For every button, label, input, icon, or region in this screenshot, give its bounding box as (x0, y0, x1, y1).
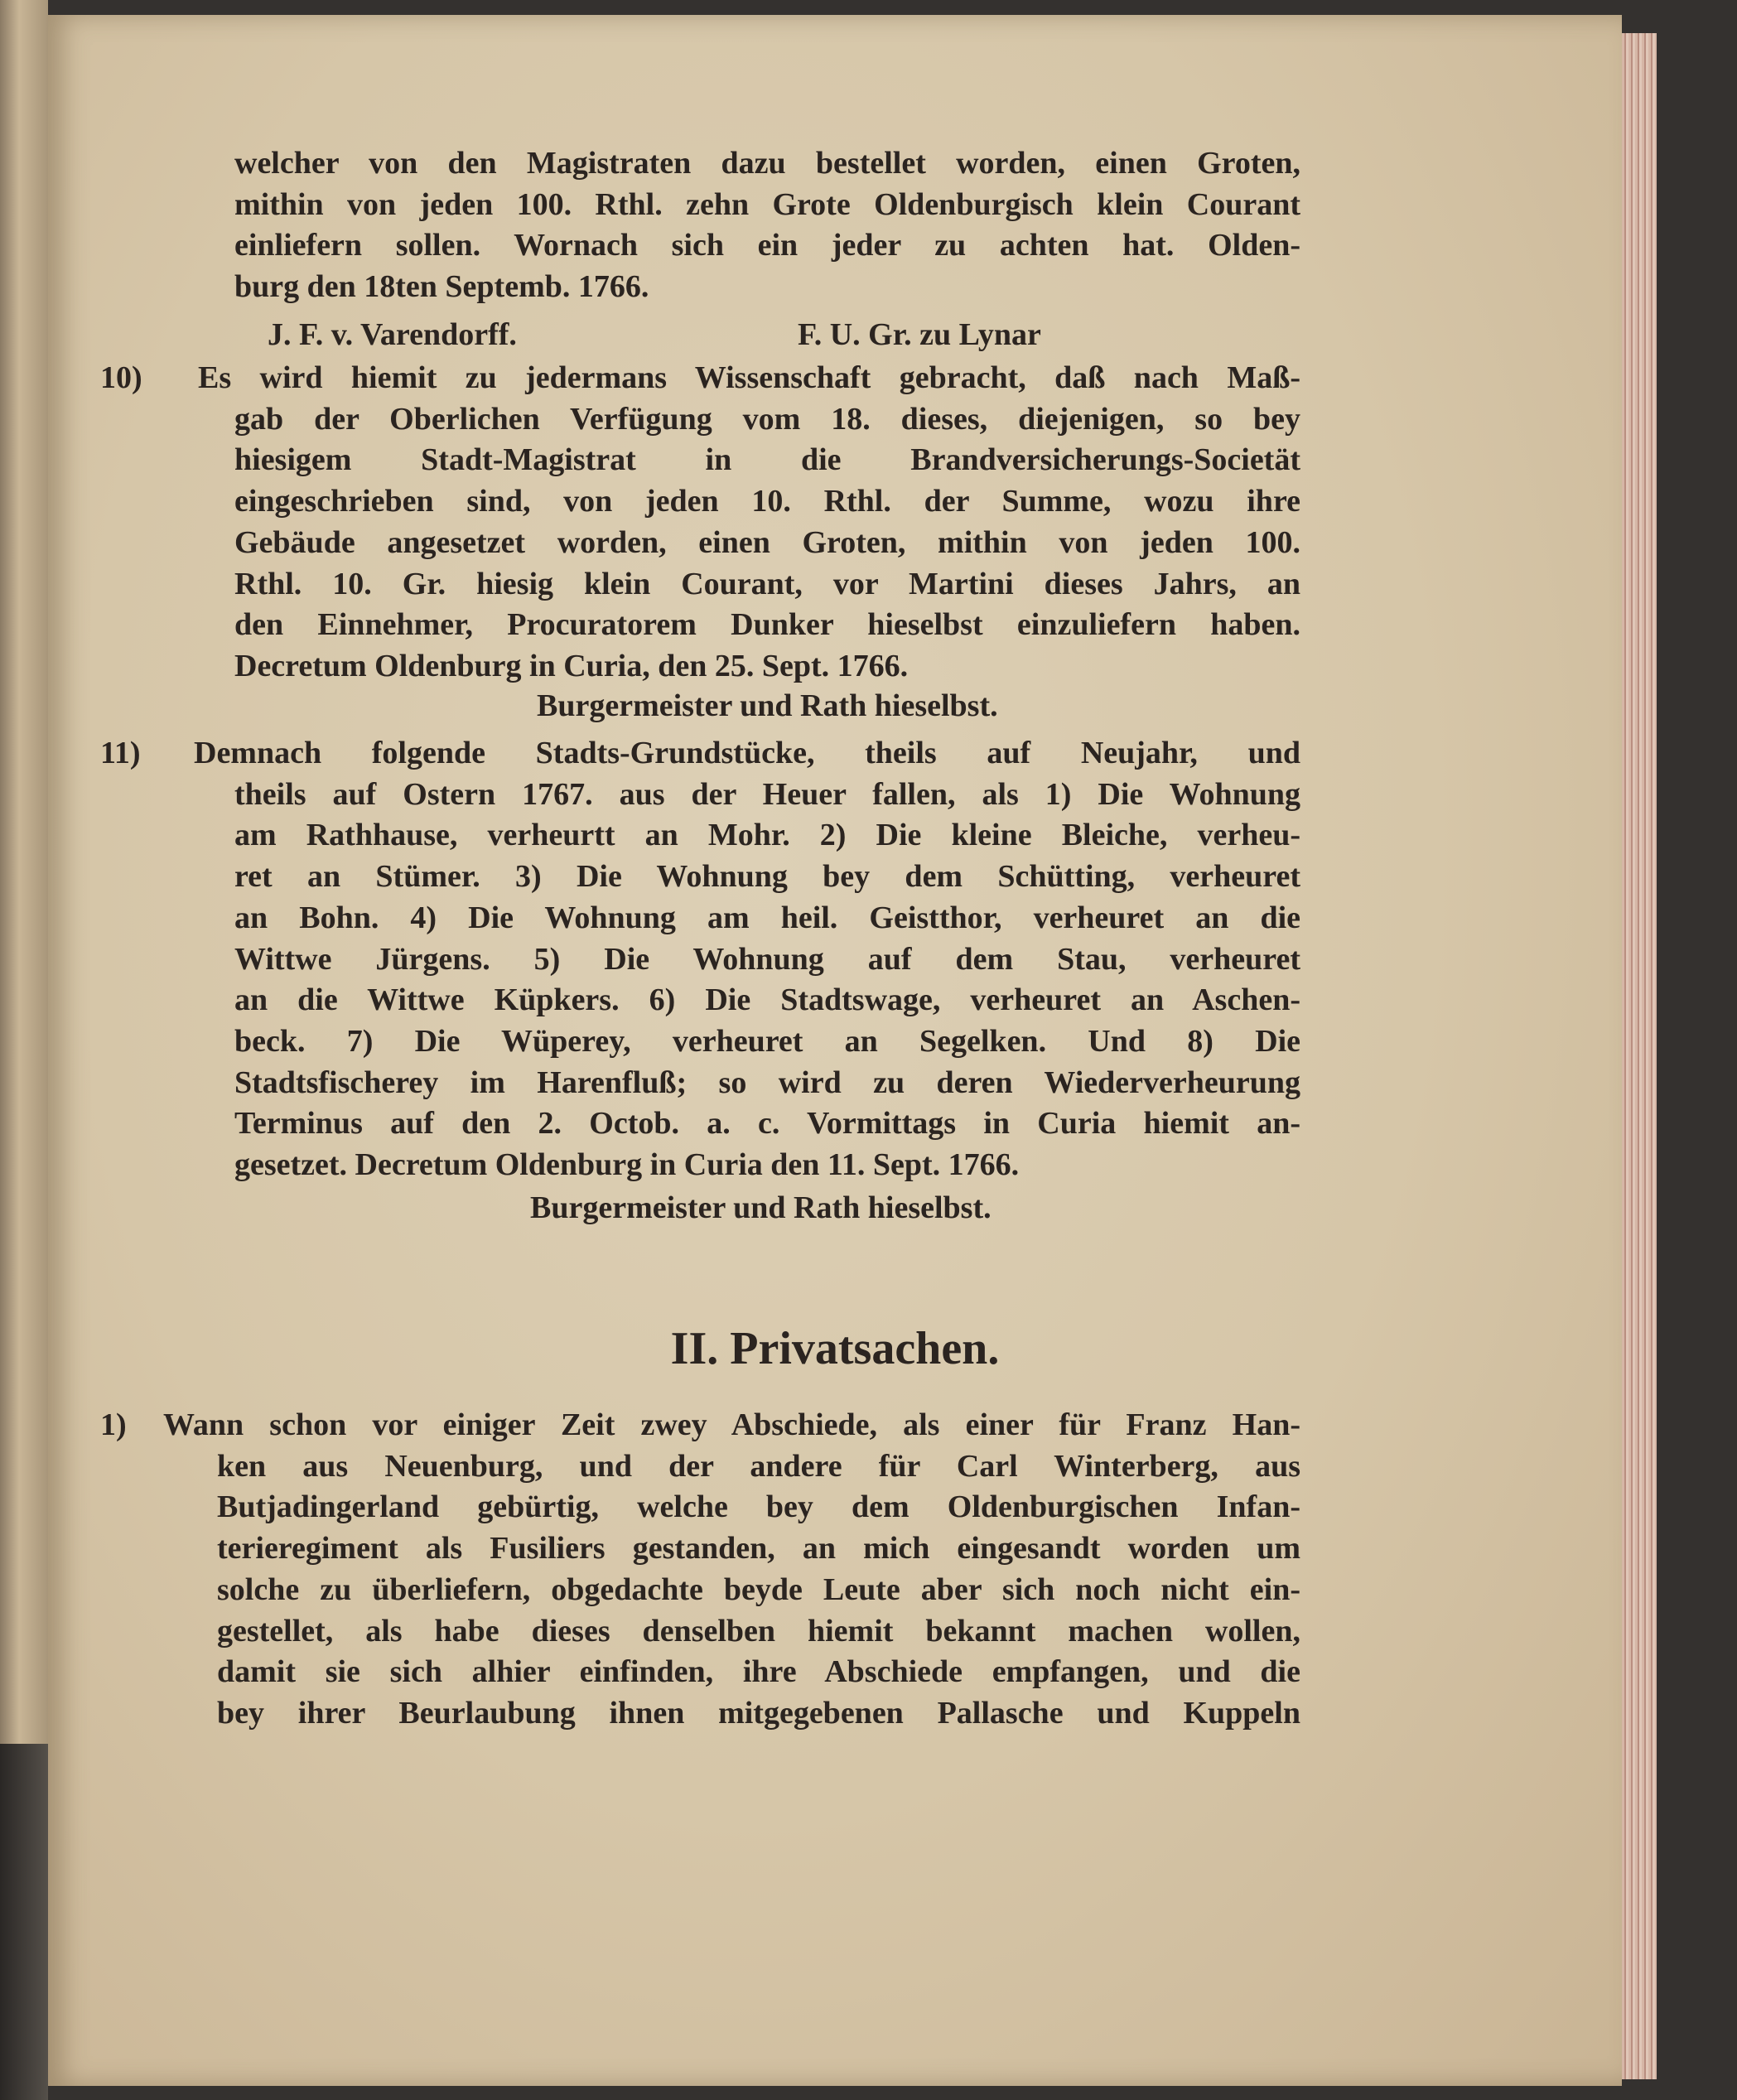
item-number: 11) (100, 736, 141, 770)
text-line: Rthl. 10. Gr. hiesig klein Courant, vor Martini dieses Jahrs, an (234, 566, 1300, 601)
text-line: Stadtsfischerey im Harenfluß; so wird zu deren Wiederverheurung (234, 1064, 1300, 1100)
text-line: an die Wittwe Küpkers. 6) Die Stadtswage, verheuret an Aschen- (234, 982, 1300, 1018)
page-stack-edge (1622, 33, 1657, 2079)
text-line: mithin von jeden 100. Rthl. zehn Grote Oldenburgisch klein Courant (234, 186, 1300, 222)
text-line: ret an Stümer. 3) Die Wohnung bey dem Schütting, verheuret (234, 859, 1300, 895)
signature: F. U. Gr. zu Lynar (798, 317, 1041, 352)
text-line: burg den 18ten Septemb. 1766. (234, 269, 649, 305)
text-line: an Bohn. 4) Die Wohnung am heil. Geistthor, verheuret an die (234, 900, 1300, 935)
text-line: gestellet, als habe dieses denselben hiemit bekannt machen wollen, (217, 1613, 1300, 1649)
text-line: gab der Oberlichen Verfügung vom 18. dieses, diejenigen, so bey (234, 401, 1300, 437)
text-line: Terminus auf den 2. Octob. a. c. Vormittags in Curia hiemit an- (234, 1106, 1300, 1142)
text-line: damit sie sich alhier einfinden, ihre Abschiede empfangen, und die (217, 1654, 1300, 1690)
item-number: 10) (100, 360, 142, 395)
signature: J. F. v. Varendorff. (268, 317, 517, 352)
text-line: eingeschrieben sind, von jeden 10. Rthl. der Summe, wozu ihre (234, 484, 1300, 519)
text-line: solche zu überliefern, obgedachte beyde Leute aber sich noch nicht ein- (217, 1571, 1300, 1607)
signature: Burgermeister und Rath hieselbst. (537, 688, 998, 723)
left-page-edge (0, 0, 48, 2100)
item-number: 1) (100, 1407, 127, 1442)
text-line: ken aus Neuenburg, und der andere für Carl Winterberg, aus (217, 1448, 1300, 1484)
text-line: Butjadingerland gebürtig, welche bey dem Oldenburgischen Infan- (217, 1489, 1300, 1525)
document-page (48, 15, 1622, 2086)
text-line: Wann schon vor einiger Zeit zwey Abschiede, als einer für Franz Han- (163, 1407, 1300, 1442)
text-line: einliefern sollen. Wornach sich ein jeder zu achten hat. Olden- (234, 228, 1300, 263)
section-heading: II. Privatsachen. (670, 1323, 1000, 1374)
text-line: beck. 7) Die Wüperey, verheuret an Segelken. Und 8) Die (234, 1023, 1300, 1059)
text-line: Es wird hiemit zu jedermans Wissenschaft gebracht, daß nach Maß- (198, 360, 1300, 395)
text-line: hiesigem Stadt-Magistrat in die Brandversicherungs-Societät (234, 442, 1300, 478)
text-line: theils auf Ostern 1767. aus der Heuer fallen, als 1) Die Wohnung (234, 776, 1300, 812)
text-line: terieregiment als Fusiliers gestanden, an mich eingesandt worden um (217, 1531, 1300, 1567)
text-line: am Rathhause, verheurtt an Mohr. 2) Die kleine Bleiche, verheu- (234, 818, 1300, 853)
signature: Burgermeister und Rath hieselbst. (530, 1190, 992, 1225)
text-line: Wittwe Jürgens. 5) Die Wohnung auf dem Stau, verheuret (234, 941, 1300, 977)
text-line: Decretum Oldenburg in Curia, den 25. Sept. 1766. (234, 648, 909, 683)
text-line: den Einnehmer, Procuratorem Dunker hieselbst einzuliefern haben. (234, 607, 1300, 643)
text-line: Demnach folgende Stadts-Grundstücke, theils auf Neujahr, und (194, 736, 1300, 770)
text-line: gesetzet. Decretum Oldenburg in Curia den 11. Sept. 1766. (234, 1147, 1020, 1182)
text-line: Gebäude angesetzet worden, einen Groten, mithin von jeden 100. (234, 524, 1300, 560)
text-line: bey ihrer Beurlaubung ihnen mitgegebenen Pallasche und Kuppeln (217, 1695, 1300, 1731)
text-line: welcher von den Magistraten dazu bestellet worden, einen Groten, (234, 146, 1300, 181)
